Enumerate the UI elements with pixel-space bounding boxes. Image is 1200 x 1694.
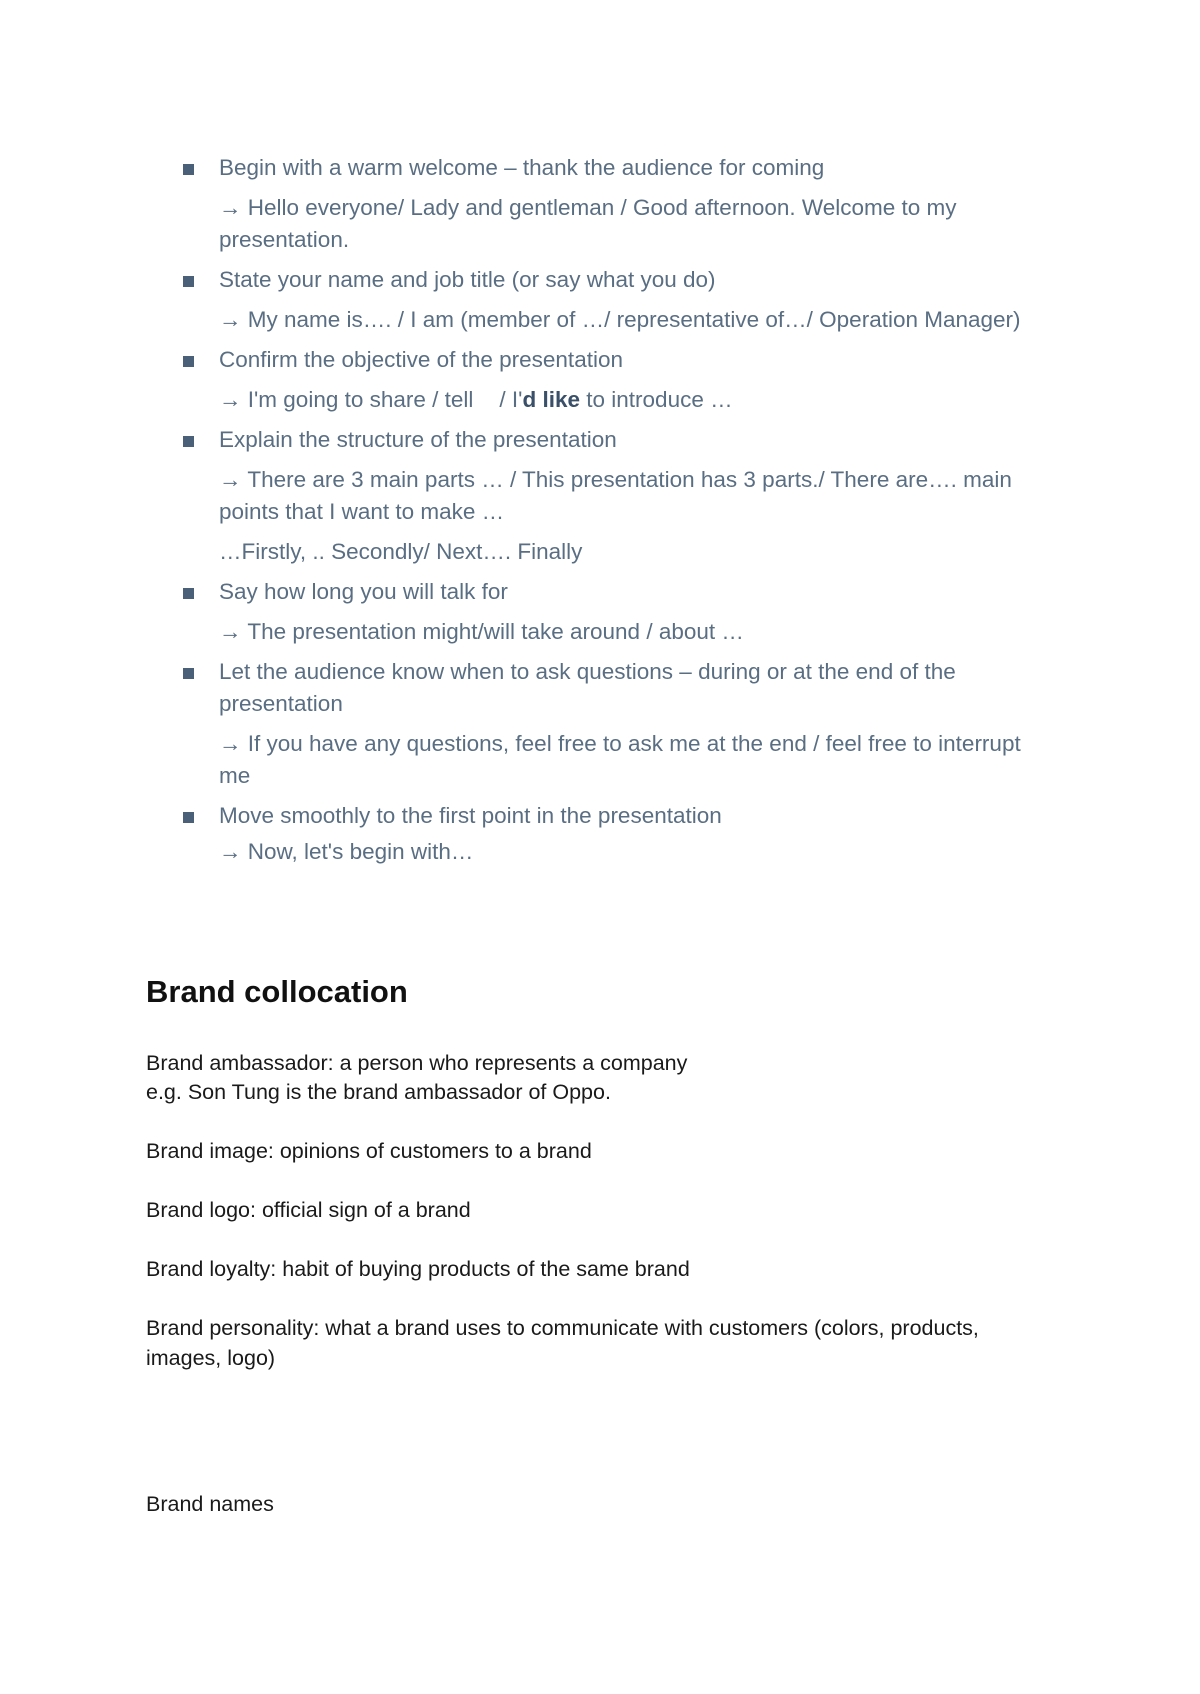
- square-bullet-icon: [183, 276, 194, 287]
- example-part: to introduce …: [580, 387, 733, 412]
- list-item: [183, 800, 1043, 868]
- bullet-text: Let the audience know when to ask questions – during or at the end of the presentation: [219, 659, 956, 716]
- example-part: / I': [499, 387, 523, 412]
- square-bullet-icon: [183, 356, 194, 367]
- square-bullet-icon: [183, 812, 194, 823]
- bullet-example: …Firstly, .. Secondly/ Next…. Finally: [219, 539, 583, 564]
- brand-loyalty-definition: Brand loyalty: habit of buying products of the same brand: [146, 1257, 690, 1281]
- bullet-text: Confirm the objective of the presentation: [219, 347, 623, 372]
- bullet-example: → My name is…. / I am (member of …/ representative of…/ Operation Manager): [219, 307, 1021, 332]
- bullet-text: Begin with a warm welcome – thank the audience for coming: [219, 155, 825, 180]
- square-bullet-icon: [183, 164, 194, 175]
- brand-ambassador-example: e.g. Son Tung is the brand ambassador of Oppo.: [146, 1080, 611, 1104]
- list-item: [183, 656, 1043, 792]
- brand-ambassador-definition: Brand ambassador: a person who represents a company: [146, 1051, 688, 1075]
- bullet-example: → The presentation might/will take around / about …: [219, 619, 744, 644]
- bullet-example: → If you have any questions, feel free to ask me at the end / feel free to interrupt me: [219, 731, 1021, 788]
- square-bullet-icon: [183, 668, 194, 679]
- bullet-text: Explain the structure of the presentation: [219, 427, 617, 452]
- brand-image-definition: Brand image: opinions of customers to a brand: [146, 1139, 592, 1163]
- bullet-example: → Now, let's begin with…: [219, 839, 474, 864]
- section-heading: Brand collocation: [146, 974, 408, 1009]
- list-item: [183, 344, 1043, 416]
- list-item: [183, 576, 1043, 648]
- brand-names-label: Brand names: [146, 1492, 274, 1516]
- list-item: [183, 424, 1043, 568]
- bullet-text: Say how long you will talk for: [219, 579, 508, 604]
- brand-personality-definition: Brand personality: what a brand uses to communicate with customers (colors, products, images, logo): [146, 1316, 979, 1370]
- bullet-example: → There are 3 main parts … / This presentation has 3 parts./ There are…. main points that I want to make …: [219, 467, 1012, 524]
- bullet-example: [219, 384, 1043, 416]
- bullet-text: Move smoothly to the first point in the presentation: [219, 803, 722, 828]
- brand-logo-definition: Brand logo: official sign of a brand: [146, 1198, 471, 1222]
- bullet-text: State your name and job title (or say what you do): [219, 267, 716, 292]
- list-item: [183, 152, 1043, 256]
- presentation-tips-list: [183, 152, 1043, 876]
- square-bullet-icon: [183, 436, 194, 447]
- example-part: → I'm going to share / tell: [219, 387, 474, 412]
- square-bullet-icon: [183, 588, 194, 599]
- bullet-example: → Hello everyone/ Lady and gentleman / Good afternoon. Welcome to my presentation.: [219, 195, 957, 252]
- list-item: [183, 264, 1043, 336]
- example-emphasis: d like: [522, 387, 581, 412]
